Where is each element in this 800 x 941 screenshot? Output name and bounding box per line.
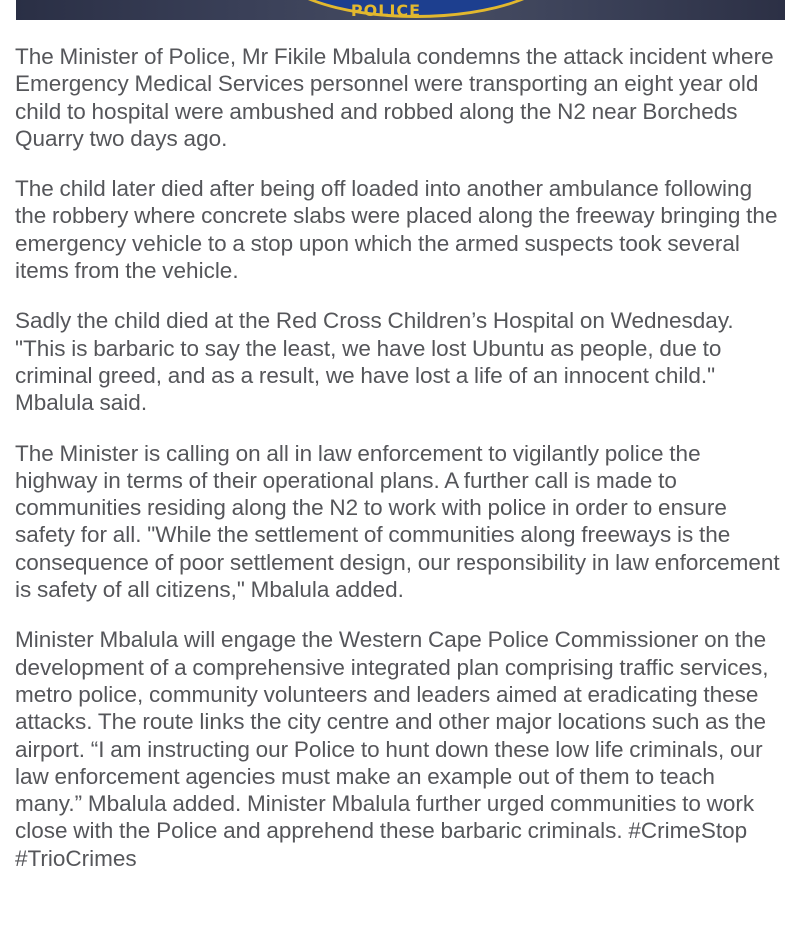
article-paragraph-2: The child later died after being off loaded into another ambulance following the robbery where concrete slabs were placed along the freeway bringing the emergency vehicle to a stop upon which the armed suspects took several items from the vehicle. xyxy=(15,176,778,284)
article-paragraph-4: The Minister is calling on all in law enforcement to vigilantly police the highway in terms of their operational plans. A further call is made to communities residing along the N2 to work with police in order to ensure safety for all. "While the settlement of communities along freeways is the consequence of poor settlement design, our responsibility in law enforcement is safety of all citizens," Mbalula added. xyxy=(15,440,780,603)
article-paragraph-1: The Minister of Police, Mr Fikile Mbalula condemns the attack incident where Emergency Medical Services personnel were transporting an eight year old child to hospital were ambushed and robbed along the N2 near Borcheds Quarry two days ago. xyxy=(15,44,774,151)
article-paragraph-3: Sadly the child died at the Red Cross Children’s Hospital on Wednesday. "This is barbaric to say the least, we have lost Ubuntu as people, due to criminal greed, and as a result, we have lost a life of an innocent child." Mbalula said. xyxy=(15,308,734,416)
badge-text: POLICE xyxy=(350,2,422,20)
header-photo xyxy=(16,0,785,20)
article-paragraph-5: Minister Mbalula will engage the Western Cape Police Commissioner on the development of a comprehensive integrated plan comprising traffic services, metro police, community volunteers and leaders aimed at eradicating these attacks. The route links the city centre and other major locations such as the airport. “I am instructing our Police to hunt down these low life criminals, our law enforcement agencies must make an example out of them to teach many.” Mbalula added. Minister Mbalula further urged communities to work close with the Police and apprehend these barbaric criminals. #CrimeStop #TrioCrimes xyxy=(15,627,769,871)
article-body xyxy=(15,43,787,872)
